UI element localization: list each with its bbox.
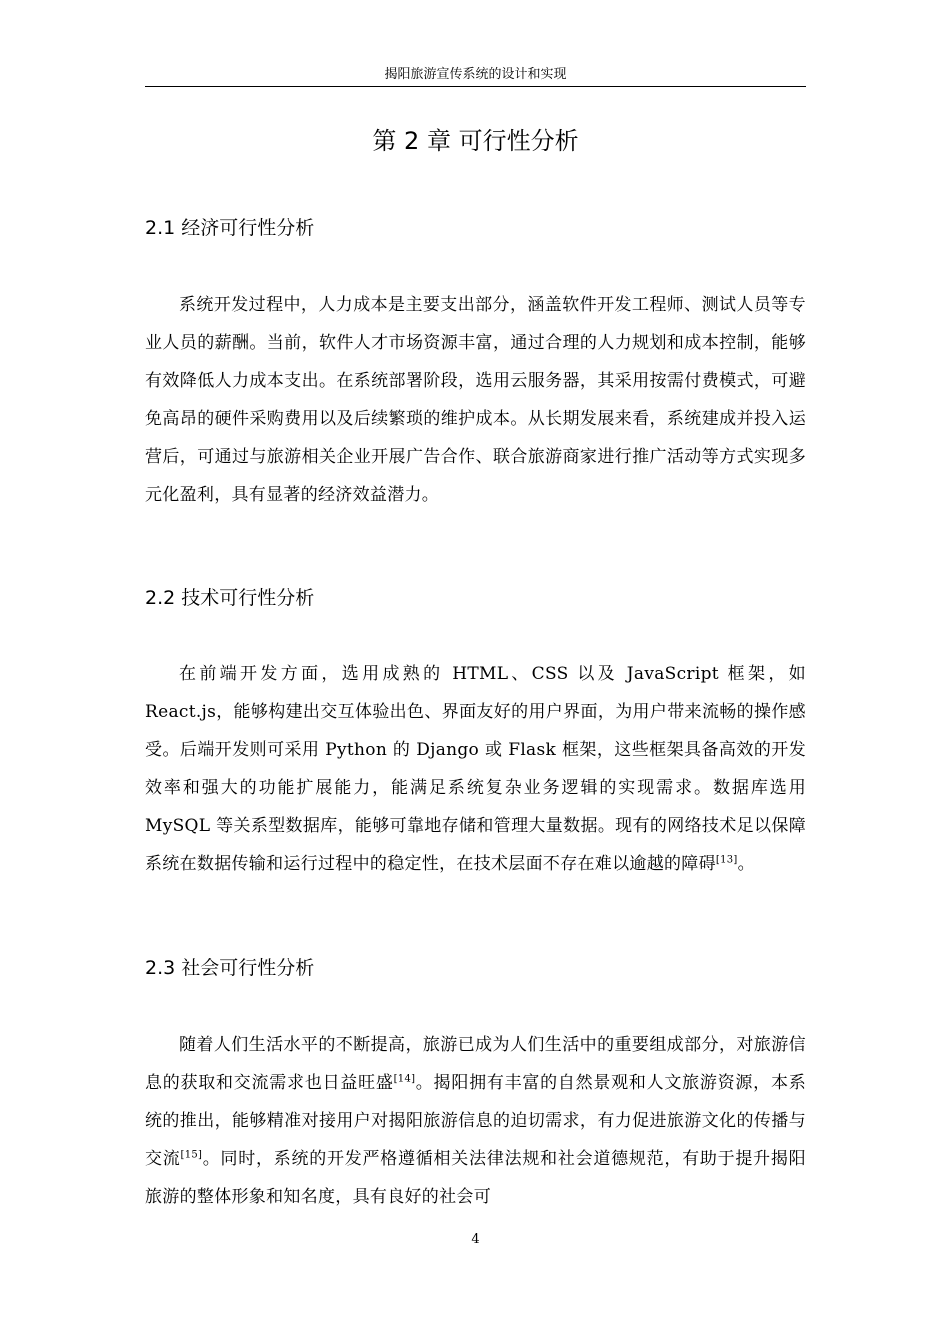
section-heading-2-3: 2.3 社会可行性分析 bbox=[145, 957, 315, 979]
section-2-2-text: 在前端开发方面，选用成熟的 HTML、CSS 以及 JavaScript 框架，如 React.js，能够构建出交互体验出色、界面友好的用户界面，为用户带来流畅的操作感受。后端开发则可采用 Python 的 Django 或 Flask 框架，这些框架具备高效的开发效率和强大的功能扩展能力，能满足系统复杂业务逻辑的实现需求。数据库选用 MySQL 等关系型数据库，能够可靠地存储和管理大量数据。现有的网络技术足以保障系统在数据传输和运行过程中的稳定性，在技术层面不存在难以逾越的障碍 bbox=[145, 664, 806, 874]
section-2-3-text-1: 随着人们生活水平的不断提高，旅游已成为人们生活中的重要组成部分，对旅游信息的获取和交流需求也日益旺盛 bbox=[145, 1035, 806, 1093]
section-2-3-text-3: 。同时，系统的开发严格遵循相关法律法规和社会道德规范，有助于提升揭阳旅游的整体形象和知名度，具有良好的社会可 bbox=[145, 1149, 806, 1207]
header-rule bbox=[145, 86, 806, 87]
running-header: 揭阳旅游宣传系统的设计和实现 bbox=[384, 67, 567, 82]
citation-15: [15] bbox=[180, 1149, 203, 1161]
citation-13: [13] bbox=[715, 854, 738, 866]
chapter-title: 第 2 章 可行性分析 bbox=[372, 127, 579, 155]
section-heading-2-2: 2.2 技术可行性分析 bbox=[145, 587, 315, 609]
section-2-1-paragraph: 系统开发过程中，人力成本是主要支出部分，涵盖软件开发工程师、测试人员等专业人员的薪酬。当前，软件人才市场资源丰富，通过合理的人力规划和成本控制，能够有效降低人力成本支出。在系统部署阶段，选用云服务器，其采用按需付费模式，可避免高昂的硬件采购费用以及后续繁琐的维护成本。从长期发展来看，系统建成并投入运营后，可通过与旅游相关企业开展广告合作、联合旅游商家进行推广活动等方式实现多元化盈利，具有显著的经济效益潜力。 bbox=[145, 295, 806, 505]
section-heading-2-1: 2.1 经济可行性分析 bbox=[145, 217, 315, 239]
section-2-2-tail: 。 bbox=[737, 854, 755, 874]
page-number: 4 bbox=[471, 1232, 480, 1247]
section-2-2-paragraph bbox=[145, 655, 806, 883]
section-2-3-paragraph bbox=[145, 1026, 806, 1216]
section-2-3-text-2: 。揭阳拥有丰富的自然景观和人文旅游资源，本系统的推出，能够精准对接用户对揭阳旅游信息的迫切需求，有力促进旅游文化的传播与交流 bbox=[145, 1073, 806, 1169]
citation-14: [14] bbox=[393, 1073, 416, 1085]
